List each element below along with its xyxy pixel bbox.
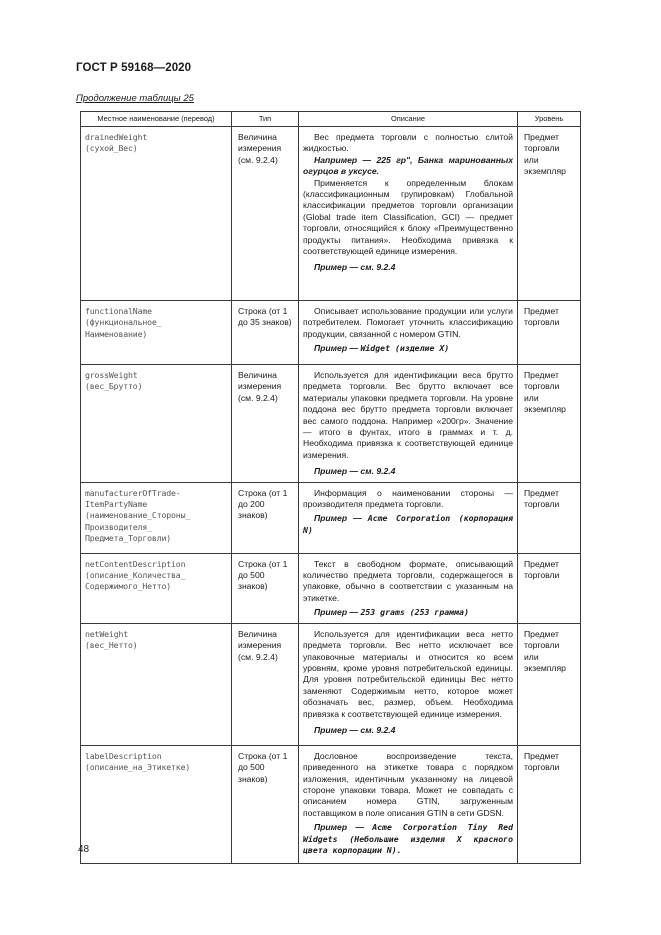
level-cell: Предмет торговли или экземпляр [518, 365, 581, 483]
name-translation: (наименование_Стороны_ Производителя_ Предмета_Торговли) [85, 510, 191, 544]
type-cell: Строка (от 1 до 500 знаков) [232, 745, 299, 863]
name-translation: (сухой_Вес) [85, 143, 138, 154]
example-text: Пример — см. 9.2.4 [314, 262, 396, 273]
description-text: Текст в свободном формате, описывающий количество предмета торговли, содержащегося в упаковке, обычно в соответствии с указанным на этикетке. [303, 558, 513, 603]
example-value: 253 grams (253 грамма) [360, 607, 469, 618]
description-cell [299, 553, 518, 623]
description-cell [299, 127, 518, 301]
name-cell [81, 365, 232, 483]
table-row [81, 127, 581, 301]
level-cell: Предмет торговли [518, 482, 581, 553]
local-name: labelDescription [85, 750, 162, 761]
example-label: Пример — [314, 822, 364, 833]
level-cell: Предмет торговли или экземпляр [518, 623, 581, 745]
type-cell: Строка (от 1 до 500 знаков) [232, 553, 299, 623]
type-cell: Строка (от 1 до 35 знаков) [232, 301, 299, 365]
document-standard-header: ГОСТ Р 59168—2020 [76, 62, 192, 74]
type-cell: Величина измерения (см. 9.2.4) [232, 623, 299, 745]
name-translation: (функциональное_ Наименование) [85, 317, 162, 339]
name-translation: (описание_Количества_ Содержимого_Нетто) [85, 570, 186, 592]
name-translation: (вес_Нетто) [85, 640, 138, 651]
description-text: Используется для идентификации веса нетто предмета торговли. Вес нетто исключает все упаковочные материалы и относится ко всем уровням, кроме уровня потребительской единицы. Для уровня потребительской единицы Вес нетто заменяют Содержимым нетто, которое может обозначать вес, размер, объем. Необходима привязка к соответствующей единице измерения. [303, 628, 513, 719]
name-cell [81, 301, 232, 365]
column-header-description: Описание [299, 112, 518, 127]
column-header-type: Тип [232, 112, 299, 127]
example-label: Пример — [314, 513, 362, 524]
table-row [81, 553, 581, 623]
type-cell: Величина измерения (см. 9.2.4) [232, 127, 299, 301]
page-number: 48 [78, 844, 90, 855]
example-text [303, 343, 513, 354]
name-cell [81, 745, 232, 863]
description-text: Вес предмета торговли с полностью слитой жидкостью. [303, 132, 513, 154]
example-value: Widget (изделие X) [360, 343, 450, 354]
attributes-table [80, 111, 581, 864]
example-label: Пример — [314, 607, 359, 618]
level-cell: Предмет торговли [518, 301, 581, 365]
description-cell [299, 365, 518, 483]
table-header-row [81, 112, 581, 127]
name-translation: (описание_на_Этикетке) [85, 762, 191, 773]
example-value: Acme Corporation (корпорация N) [303, 513, 513, 535]
example-text [303, 607, 513, 618]
table-row [81, 745, 581, 863]
level-cell: Предмет торговли или экземпляр [518, 127, 581, 301]
table-row [81, 365, 581, 483]
description-cell [299, 301, 518, 365]
local-name: grossWeight [85, 370, 138, 380]
description-cell [299, 482, 518, 553]
local-name: functionalName [85, 306, 152, 316]
description-text: Применяется к определенным блокам (классификационным групировкам) Глобальной классификации предметов торговли организации (Global trade item Classification, GCI) — предмет торговли, относящийся к блоку «Преимущественно продукты питания». Необходима привязка к соответствующей единице измерения. [303, 177, 513, 257]
example-text: Пример — см. 9.2.4 [314, 724, 396, 735]
table-row [81, 482, 581, 553]
local-name: netContentDescription [85, 558, 186, 569]
type-cell: Строка (от 1 до 200 знаков) [232, 482, 299, 553]
level-cell: Предмет торговли [518, 553, 581, 623]
column-header-name: Местное наименование (перевод) [81, 112, 232, 127]
name-cell [81, 623, 232, 745]
description-cell [299, 745, 518, 863]
level-cell: Предмет торговли [518, 745, 581, 863]
local-name: netWeight [85, 628, 129, 639]
local-name: manufacturerOfTrade-ItemPartyName [85, 487, 181, 510]
example-text [303, 822, 513, 856]
type-cell: Величина измерения (см. 9.2.4) [232, 365, 299, 483]
table-caption: Продолжение таблицы 25 [76, 93, 194, 104]
name-cell [81, 127, 232, 301]
description-text: Описывает использование продукции или услуги потребителем. Помогает уточнить классификацию продукции, связанной с номером GTIN. [303, 306, 513, 339]
description-text: Информация о наименовании стороны — производителя предмета торговли. [303, 487, 513, 510]
description-text: Используется для идентификации веса брутто предмета торговли. Вес брутто включает все материалы упаковки предмета торговли. На уровне поддона вес брутто предмета торговли включает вес самого поддона. Например «200гр». Значение — итого в фунтах, итого в граммах и т. д. Необходима привязка к соответствующей единице измерения. [303, 370, 513, 460]
name-translation: (вес_Брутто) [85, 381, 143, 392]
table-row [81, 301, 581, 365]
example-label: Пример — [314, 343, 359, 354]
name-cell [81, 482, 232, 553]
description-cell [299, 623, 518, 745]
description-text: Дословное воспроизведение текста, приведенного на этикетке товара с порядком изложения, идентичным указанному на лицевой стороне упаковки товара. Может не совпадать с описанием номера GTIN, загруженным поставщиком в поле описания GTIN в сети GDSN. [303, 750, 513, 818]
example-value: Acme Corporation Tiny Red Widgets (Небольшие изделия X красного цвета корпорации N). [303, 822, 514, 855]
name-cell [81, 553, 232, 623]
example-text [303, 513, 513, 536]
local-name: drainedWeight [85, 132, 148, 142]
column-header-level: Уровень [518, 112, 581, 127]
table-row [81, 623, 581, 745]
example-text: Например — 225 гр", Банка маринованных огурцов в уксусе. [303, 154, 513, 177]
example-text: Пример — см. 9.2.4 [314, 466, 396, 477]
